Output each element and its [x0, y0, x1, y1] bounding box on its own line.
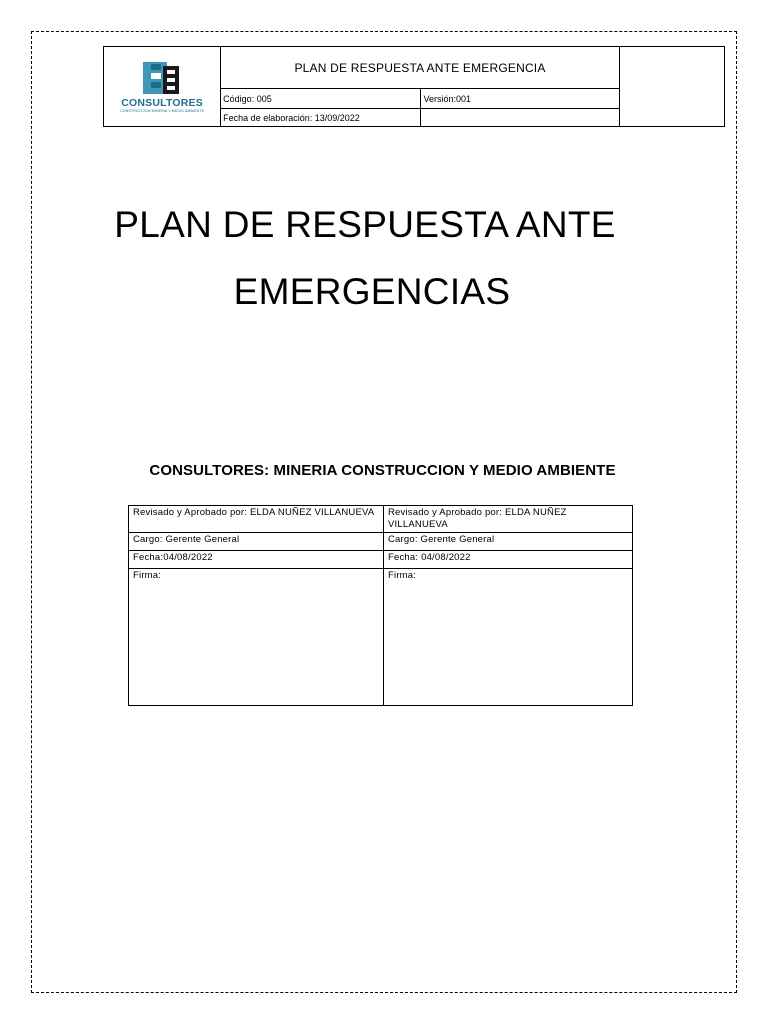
company-subtitle: CONSULTORES: MINERIA CONSTRUCCION Y MEDIO AMBIENTE	[149, 462, 616, 479]
logo-tagline: CONSTRUCCION MINERIA Y MEDIO AMBIENTE	[120, 108, 205, 113]
logo-cell	[104, 47, 221, 127]
company-logo	[104, 60, 220, 114]
approval-left-cargo: Cargo: Gerente General	[129, 533, 384, 551]
approval-right-fecha: Fecha: 04/08/2022	[384, 551, 633, 569]
header-fecha-elaboracion: Fecha de elaboración: 13/09/2022	[221, 109, 421, 127]
header-codigo: Código: 005	[221, 89, 421, 109]
approval-right-revisado: Revisado y Aprobado por: ELDA NUÑEZ VILLANUEVA	[384, 506, 633, 533]
main-title-line1: PLAN DE RESPUESTA ANTE	[114, 204, 616, 245]
header-blank-cell	[619, 47, 724, 127]
logo-wordmark: CONSULTORES	[121, 96, 203, 109]
header-version: Versión:001	[421, 89, 619, 109]
building-logo-icon	[141, 60, 183, 96]
main-title-line2: EMERGENCIAS	[233, 271, 511, 312]
header-title: PLAN DE RESPUESTA ANTE EMERGENCIA	[221, 47, 620, 89]
document-header	[103, 46, 725, 127]
header-empty-cell	[421, 109, 619, 127]
approval-left-fecha: Fecha:04/08/2022	[129, 551, 384, 569]
approval-table	[128, 505, 633, 706]
approval-left-revisado: Revisado y Aprobado por: ELDA NUÑEZ VILLANUEVA	[129, 506, 384, 533]
approval-left-firma: Firma:	[129, 569, 384, 706]
approval-right-firma: Firma:	[384, 569, 633, 706]
approval-right-cargo: Cargo: Gerente General	[384, 533, 633, 551]
